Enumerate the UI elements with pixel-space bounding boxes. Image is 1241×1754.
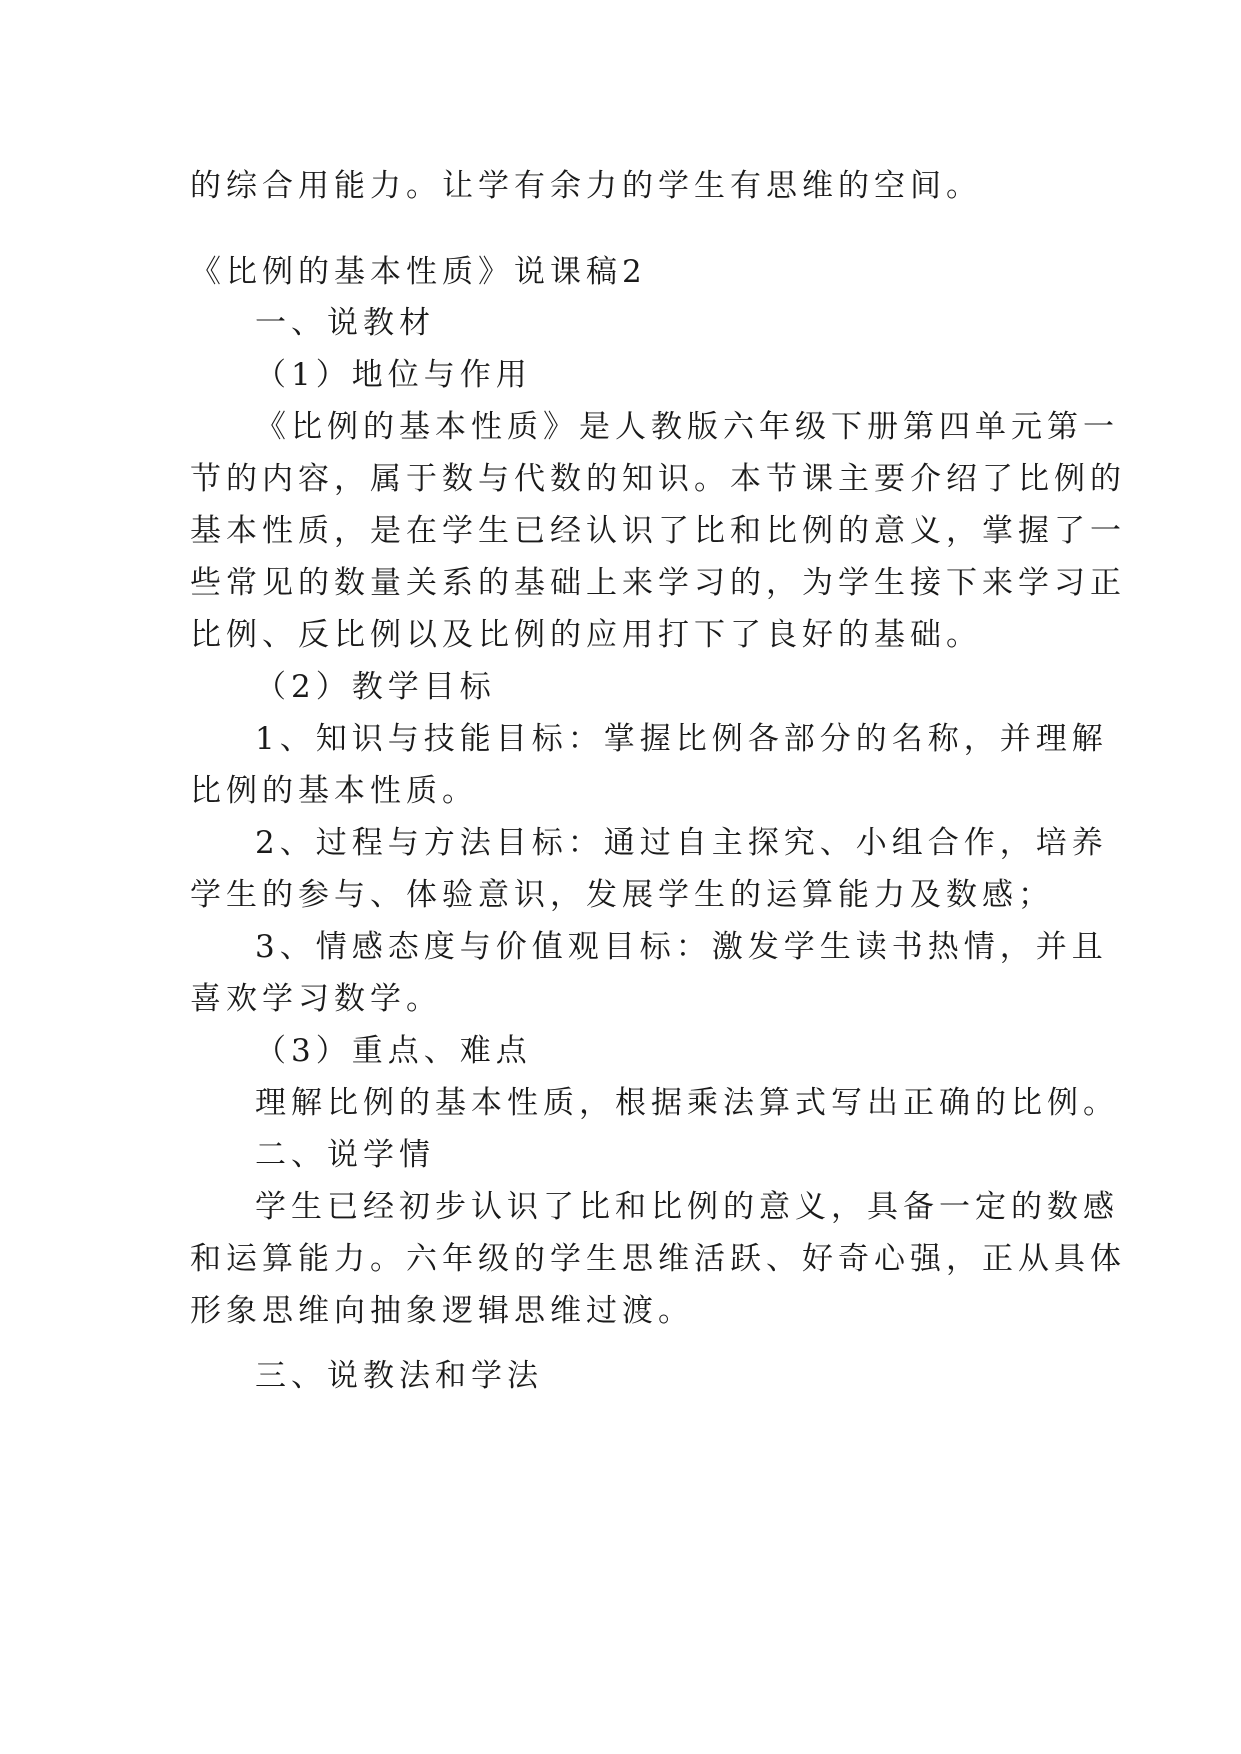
subheading-line: （2）教学目标 (255, 669, 496, 705)
paragraph-line: 形象思维向抽象逻辑思维过渡。 (190, 1293, 694, 1329)
heading-line: 一、说教材 (255, 305, 435, 341)
paragraph-line: 理解比例的基本性质，根据乘法算式写出正确的比例。 (255, 1085, 1119, 1121)
heading-line: 二、说学情 (255, 1137, 435, 1173)
paragraph-line: 1、知识与技能目标：掌握比例各部分的名称，并理解 (255, 721, 1108, 757)
paragraph-line: 2、过程与方法目标：通过自主探究、小组合作，培养 (255, 825, 1108, 861)
paragraph-line: 喜欢学习数学。 (190, 981, 442, 1017)
paragraph-line: 基本性质，是在学生已经认识了比和比例的意义，掌握了一 (190, 513, 1126, 549)
subheading-line: （1）地位与作用 (255, 357, 532, 393)
paragraph-line: 节的内容，属于数与代数的知识。本节课主要介绍了比例的 (190, 461, 1126, 497)
section-title: 《比例的基本性质》说课稿2 (190, 254, 647, 290)
subheading-line: （3）重点、难点 (255, 1033, 532, 1069)
paragraph-line: 3、情感态度与价值观目标：激发学生读书热情，并且 (255, 929, 1108, 965)
paragraph-line: 比例、反比例以及比例的应用打下了良好的基础。 (190, 617, 982, 653)
paragraph-line: 学生的参与、体验意识，发展学生的运算能力及数感； (190, 877, 1054, 913)
paragraph-line: 和运算能力。六年级的学生思维活跃、好奇心强，正从具体 (190, 1241, 1126, 1277)
paragraph-line: 些常见的数量关系的基础上来学习的，为学生接下来学习正 (190, 565, 1126, 601)
paragraph-line: 的综合用能力。让学有余力的学生有思维的空间。 (190, 168, 982, 204)
heading-line: 三、说教法和学法 (255, 1358, 543, 1394)
paragraph-line: 《比例的基本性质》是人教版六年级下册第四单元第一 (255, 409, 1119, 445)
paragraph-line: 比例的基本性质。 (190, 773, 478, 809)
paragraph-line: 学生已经初步认识了比和比例的意义，具备一定的数感 (255, 1189, 1119, 1225)
